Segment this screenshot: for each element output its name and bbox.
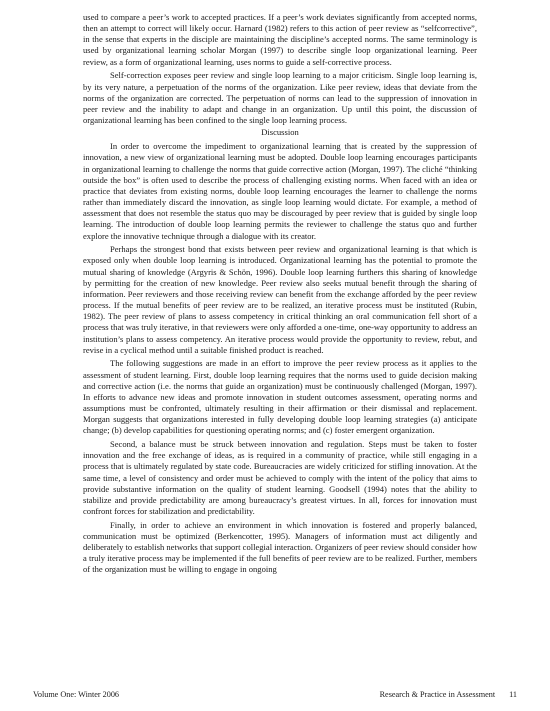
footer-journal-block (380, 690, 517, 700)
paragraph: In order to overcome the impediment to organizational learning that is created by the suppression of innovation, a new view of organizational learning must be adopted. Double loop learning encourages participants in organizational learning to challenge the norms that guide corrective action (Morgan, 1997). The cliché “thinking outside the box” is often used to describe the process of challenging existing norms. When faced with an idea or practice that deviates from existing norms, double loop learning encourages the learner to challenge the norms rather than immediately discard the innovation, as single loop learning would dictate. For example, a method of assessment that does not resemble the status quo may be discouraged by peer review that is guided by single loop learning. The introduction of double loop learning permits the reviewer to challenge the status quo and further explore the innovative technique through a dialogue with its creator. (83, 141, 477, 241)
paragraph: Finally, in order to achieve an environment in which innovation is fostered and properly balanced, communication must be optimized (Berkencotter, 1995). Managers of information must act diligently and deliberately to establish networks that support collegial interaction. Organizers of peer review should consider how a truly iterative process may be implemented if the full benefits of peer review are to be realized. Further, members of the organization must be willing to engage in ongoing (83, 519, 477, 575)
paragraph: Second, a balance must be struck between innovation and regulation. Steps must be taken to foster innovation and the free exchange of ideas, as is required in a community of practice, while still engaging in a process that is ultimately regulated by state code. Bureaucracies are widely criticized for stifling innovation. At the same time, a level of consistency and order must be achieved to comply with the intent of the policy that aims to provide substantive information on the quality of student learning. Goodsell (1994) notes that the ability to stabilize and provide predictability are among bureaucracy’s greatest virtues. In all, forces for innovation must confront forces for stabilization and predictability. (83, 439, 477, 517)
footer-journal: Research & Practice in Assessment (379, 690, 496, 699)
section-heading: Discussion (261, 127, 299, 138)
article-body (83, 12, 477, 576)
paragraph: used to compare a peer’s work to accepted practices. If a peer’s work deviates significantly from accepted norms, then an attempt to correct will likely occur. Harnard (1982) refers to this action of peer review as “selfcorrective”, in the sense that experts in the disciple are maintaining the discipline’s accepted norms. The same terminology is used by organizational learning scholar Morgan (1997) to describe single loop organizational learning. Peer review, as a form of organizational learning, uses norms to guide a self-corrective process. (83, 12, 477, 67)
page-number: 11 (509, 690, 517, 699)
paragraph: Perhaps the strongest bond that exists between peer review and organizational learning is that which is exposed only when double loop learning is introduced. Organizational learning has the potential to promote the mutual sharing of knowledge (Argyris & Schön, 1996). Double loop learning furthers this sharing of knowledge by permitting for the creation of new knowledge. Peer review also seeks mutual benefit through the sharing of information. Peer reviewers and those receiving review can benefit from the exchange afforded by the peer review process. If the mutual benefits of peer review are to be realized, an iterative process must be instituted (Rubin, 1982). The peer review of plans to assess competency in critical thinking an oral communication fell short of a process that was truly iterative, in that reviewers were only afforded a one-time, one-way opportunity to address an institution’s plans to assess competency. An iterative process would provide the opportunity to review, rebut, and revise in a cyclical method until a suitable finished product is reached. (83, 244, 477, 355)
footer-volume: Volume One: Winter 2006 (33, 690, 120, 699)
paragraph: Self-correction exposes peer review and single loop learning to a major criticism. Single loop learning is, by its very nature, a perpetuation of the norms of the organization. Like peer review, ideas that deviate from the norms of the organization are corrected. The perpetuation of norms can lead to the suppression of innovation in peer review and the inability to adapt and change in an organization. Up until this point, the discussion of organizational learning has been confined to the single loop learning process. (83, 70, 477, 125)
paragraph: The following suggestions are made in an effort to improve the peer review process as it applies to the assessment of student learning. First, double loop learning requires that the norms used to guide decision making and corrective action (i.e. the norms that guide an organization) must be continuously challenged (Morgan, 1997). In efforts to advance new ideas and promote innovation in student outcomes assessment, operating norms and assumptions must be confronted, ultimately resulting in their affirmation or their dismissal and replacement. Morgan suggests that organizations interested in fully developing double loop learning strategies (a) anticipate change; (b) develop capabilities for questioning operating norms; and (c) foster emergent organization. (83, 358, 477, 436)
